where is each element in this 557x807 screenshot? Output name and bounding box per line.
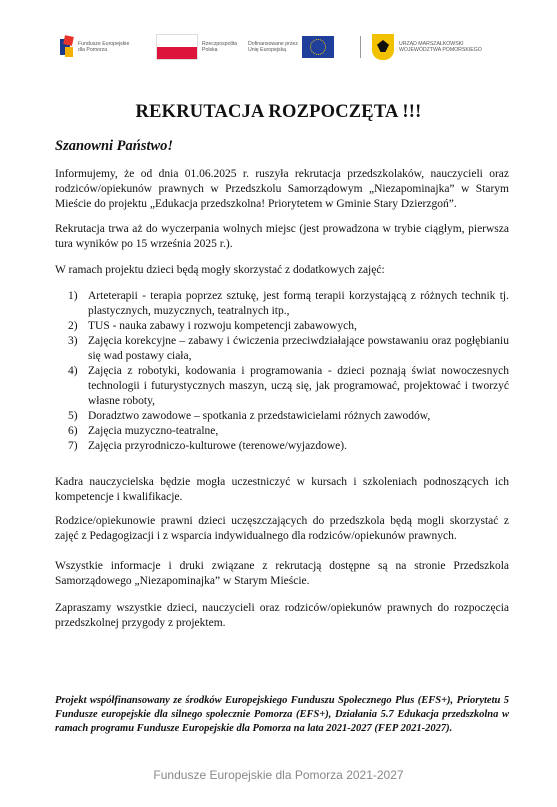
list-item-number: 3) — [68, 335, 78, 347]
rp-logo — [156, 30, 237, 64]
fe-pomorza-logo — [60, 30, 129, 64]
list-item — [55, 289, 509, 319]
eu-logo-text: Dofinansowane przez Unię Europejską — [248, 40, 298, 53]
activities-list — [55, 289, 509, 454]
list-item — [55, 439, 509, 454]
eu-flag-icon — [302, 36, 334, 58]
list-item-text: Arteterapii - terapia poprzez sztukę, jest formą terapii korzystającą z różnych technik tj. plastycznych, muzycznych, teatralnych itp., — [88, 290, 509, 317]
list-item — [55, 334, 509, 364]
list-item-text: TUS - nauka zabawy i rozwoju kompetencji zabawowych, — [88, 320, 357, 332]
list-item — [55, 319, 509, 334]
list-item-text: Zajęcia z robotyki, kodowania i programowania - dzieci poznają świat nowoczesnych technologii i futurystycznych maszyn, uczą się, jak programować, projektować i tworzyć własne roboty, — [88, 365, 509, 407]
list-item-text: Zajęcia przyrodniczo-kulturowe (terenowe/wyjazdowe). — [88, 440, 347, 452]
list-item-number: 4) — [68, 365, 78, 377]
parents-paragraph: Rodzice/opiekunowie prawni dzieci uczęszczających do przedszkola będą mogli skorzystać z zajęć z Pedagogizacji i z wsparcia indywidualnego dla rodziców/opiekunów prawnych. — [55, 515, 509, 542]
umwp-logo-text: URZĄD MARSZAŁKOWSKI WOJEWÓDZTWA POMORSKIEGO — [399, 40, 482, 53]
list-item-number: 5) — [68, 410, 78, 422]
recruitment-duration-paragraph: Rekrutacja trwa aż do wyczerpania wolnych miejsc (jest prowadzona w trybie ciągłym, pierwsza tura wyników po 15 września 2025 r.). — [55, 223, 509, 250]
funding-note: Projekt współfinansowany ze środków Europejskiego Funduszu Społecznego Plus (EFS+), Priorytetu 5 Fundusze europejskie dla silnego społecznie Pomorza (EFS+), Działania 5.7 Edukacja przedszkolna w ramach programu Fundusze Europejskie dla Pomorza na lata 2021-2027 (FEP 2021-2027). — [55, 695, 509, 734]
activities-intro-paragraph: W ramach projektu dzieci będą mogły skorzystać z dodatkowych zajęć: — [55, 264, 385, 276]
fe-logo-icon — [60, 36, 74, 58]
greeting: Szanowni Państwo! — [55, 138, 174, 154]
rp-logo-text: Rzeczpospolita Polska — [202, 40, 238, 53]
eu-logo — [248, 30, 334, 64]
info-paragraph: Wszystkie informacje i druki związane z rekrutacją dostępne są na stronie Przedszkola Samorządowego „Niezapominajka” w Starym Mieście. — [55, 560, 509, 587]
list-item-text: Doradztwo zawodowe – spotkania z przedstawicielami różnych zawodów, — [88, 410, 431, 422]
logo-strip — [60, 30, 520, 64]
invitation-paragraph: Zapraszamy wszystkie dzieci, nauczycieli oraz rodziców/opiekunów prawnych do rozpoczęcia przedszkolnej przygody z projektem. — [55, 602, 509, 629]
footer-brand: Fundusze Europejskie dla Pomorza 2021-2027 — [153, 768, 404, 782]
logo-divider — [360, 36, 361, 58]
teachers-paragraph: Kadra nauczycielska będzie mogła uczestniczyć w kursach i szkoleniach podnoszących ich kompetencje i kwalifikacje. — [55, 476, 509, 503]
polish-flag-icon — [156, 34, 198, 60]
intro-paragraph: Informujemy, że od dnia 01.06.2025 r. ruszyła rekrutacja przedszkolaków, nauczycieli oraz rodziców/opiekunów prawnych w Przedszkolu Samorządowym „Niezapominajka” w Starym Mieście do projektu „Edukacja przedszkolna! Priorytetem w Gminie Stary Dzierzgoń”. — [55, 168, 509, 210]
page-title: REKRUTACJA ROZPOCZĘTA !!! — [135, 102, 422, 122]
fe-pomorza-logo-text: Fundusze Europejskie dla Pomorza — [78, 40, 130, 53]
list-item-number: 7) — [68, 440, 78, 452]
pomorskie-crest-icon — [372, 34, 394, 60]
umwp-logo — [372, 30, 482, 64]
list-item — [55, 409, 509, 424]
list-item-number: 6) — [68, 425, 78, 437]
list-item-number: 2) — [68, 320, 78, 332]
list-item-number: 1) — [68, 290, 78, 302]
list-item — [55, 424, 509, 439]
list-item-text: Zajęcia muzyczno-teatralne, — [88, 425, 219, 437]
list-item-text: Zajęcia korekcyjne – zabawy i ćwiczenia przeciwdziałające powstawaniu oraz pogłębianiu się wad postawy ciała, — [88, 335, 509, 362]
list-item — [55, 364, 509, 409]
